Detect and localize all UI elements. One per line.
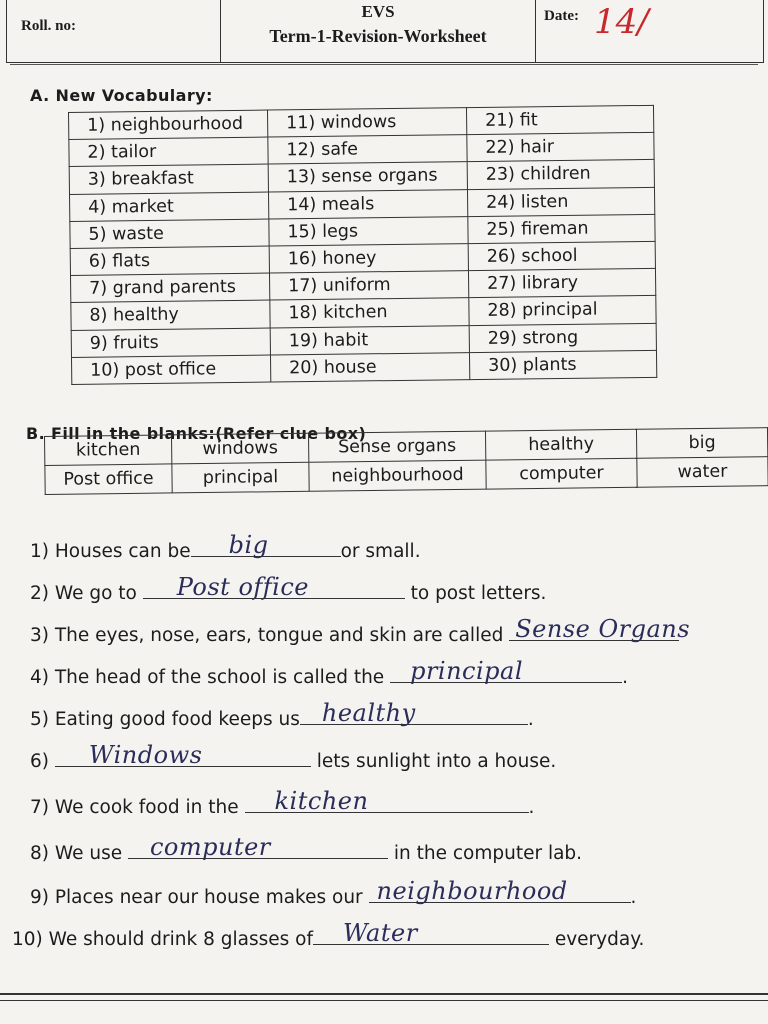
question-text: . [622,667,628,688]
question-text: to post letters. [404,583,547,604]
clue-word: windows [171,433,308,464]
vocab-cell: 6) flats [70,246,269,276]
question-6 [30,741,557,772]
table-row [71,350,656,384]
vocab-cell: 28) principal [469,296,656,325]
handwritten-answer: big [228,531,269,559]
question-text: or small. [340,541,421,562]
vocab-cell: 14) meals [268,189,467,219]
question-text: . [527,709,534,730]
vocab-cell: 13) sense organs [268,162,467,192]
vocab-cell: 9) fruits [71,328,270,358]
roll-number-label: Roll. no: [21,18,77,34]
question-text: 2) We go to [30,583,143,604]
handwritten-answer: computer [149,833,271,861]
handwritten-answer: Water [342,919,418,947]
vocab-cell: 8) healthy [71,300,270,330]
question-text: 3) The eyes, nose, ears, tongue and skin are called [30,625,510,646]
vocab-cell: 21) fit [466,105,653,134]
date-value: 14/ [594,2,649,42]
handwritten-answer: principal [410,657,524,685]
footer-rule [0,1000,768,1001]
answer-blank[interactable] [369,877,631,905]
header-rule [10,64,758,65]
vocab-cell: 26) school [468,241,655,270]
answer-blank[interactable] [509,615,691,643]
footer-rule [0,993,768,995]
question-text: . [528,797,535,818]
clue-word: Post office [45,464,172,495]
clue-word: Sense organs [308,431,485,462]
worksheet-title: Term-1-Revision-Worksheet [269,26,487,46]
question-text: . [630,887,637,908]
handwritten-answer: neighbourhood [376,877,568,905]
answer-blank[interactable] [191,531,341,559]
vocab-cell: 29) strong [469,323,656,352]
answer-blank[interactable] [390,657,622,685]
answer-blank[interactable] [128,833,388,861]
clue-word: big [636,428,767,459]
clue-word: kitchen [45,435,172,466]
vocab-cell: 18) kitchen [270,298,469,328]
vocab-cell: 22) hair [467,133,654,162]
vocab-cell: 16) honey [269,244,468,274]
question-text: 4) The head of the school is called the [30,667,391,688]
handwritten-answer: Windows [88,741,203,769]
question-text: in the computer lab. [387,843,583,864]
question-2 [30,573,547,604]
answer-blank[interactable] [300,699,528,727]
question-text: 1) Houses can be [30,541,191,562]
question-4 [30,657,628,688]
vocab-cell: 3) breakfast [69,164,268,194]
handwritten-answer: Post office [176,573,309,601]
question-10 [12,919,645,950]
vocab-cell: 25) fireman [468,214,655,243]
roll-number-cell [7,0,221,62]
vocab-cell: 11) windows [267,108,466,138]
vocabulary-table [68,105,657,385]
vocab-cell: 4) market [70,192,269,222]
handwritten-answer: healthy [321,699,416,727]
question-text: 8) We use [30,843,128,864]
question-text: 9) Places near our house makes our [30,887,369,908]
section-b-title: B. Fill in the blanks:(Refer clue box) [26,424,367,443]
vocab-cell: 10) post office [71,355,270,385]
question-text: 5) Eating good food keeps us [30,709,300,730]
vocab-cell: 17) uniform [269,271,468,301]
question-text: everyday. [548,929,645,950]
question-1 [30,531,421,562]
question-text: lets sunlight into a house. [310,751,557,772]
vocab-cell: 12) safe [268,135,467,165]
vocab-cell: 5) waste [70,219,269,249]
vocab-cell: 30) plants [469,350,656,379]
vocab-cell: 7) grand parents [70,273,269,303]
question-8 [30,833,583,864]
clue-box [44,427,768,495]
vocab-cell: 24) listen [467,187,654,216]
question-text: 6) [30,751,55,772]
worksheet-header [6,0,764,63]
handwritten-answer: kitchen [274,787,369,815]
question-text: 10) We should drink 8 glasses of [12,929,313,950]
question-7 [30,787,535,818]
title-cell [221,0,536,62]
date-label: Date: [544,8,579,24]
clue-word: principal [172,462,309,493]
vocab-cell: 23) children [467,160,654,189]
vocab-cell: 15) legs [269,216,468,246]
answer-blank[interactable] [143,573,405,601]
answer-blank[interactable] [55,741,311,769]
handwritten-answer: Sense Organs [515,615,691,643]
vocab-cell: 19) habit [270,325,469,355]
clue-word: neighbourhood [309,460,486,491]
clue-word: computer [486,458,637,489]
subject-label: EVS [361,2,395,21]
vocab-cell: 27) library [468,268,655,297]
clue-word: healthy [485,429,636,460]
question-3 [30,615,691,646]
vocab-cell: 1) neighbourhood [69,110,268,140]
answer-blank[interactable] [245,787,529,815]
vocab-cell: 2) tailor [69,137,268,167]
section-a-title: A. New Vocabulary: [30,86,213,105]
vocab-cell: 20) house [270,352,469,382]
question-text: 7) We cook food in the [30,797,245,818]
answer-blank[interactable] [313,919,549,947]
question-5 [30,699,534,730]
question-9 [30,877,637,908]
date-cell [536,0,763,62]
clue-word: water [637,457,768,488]
